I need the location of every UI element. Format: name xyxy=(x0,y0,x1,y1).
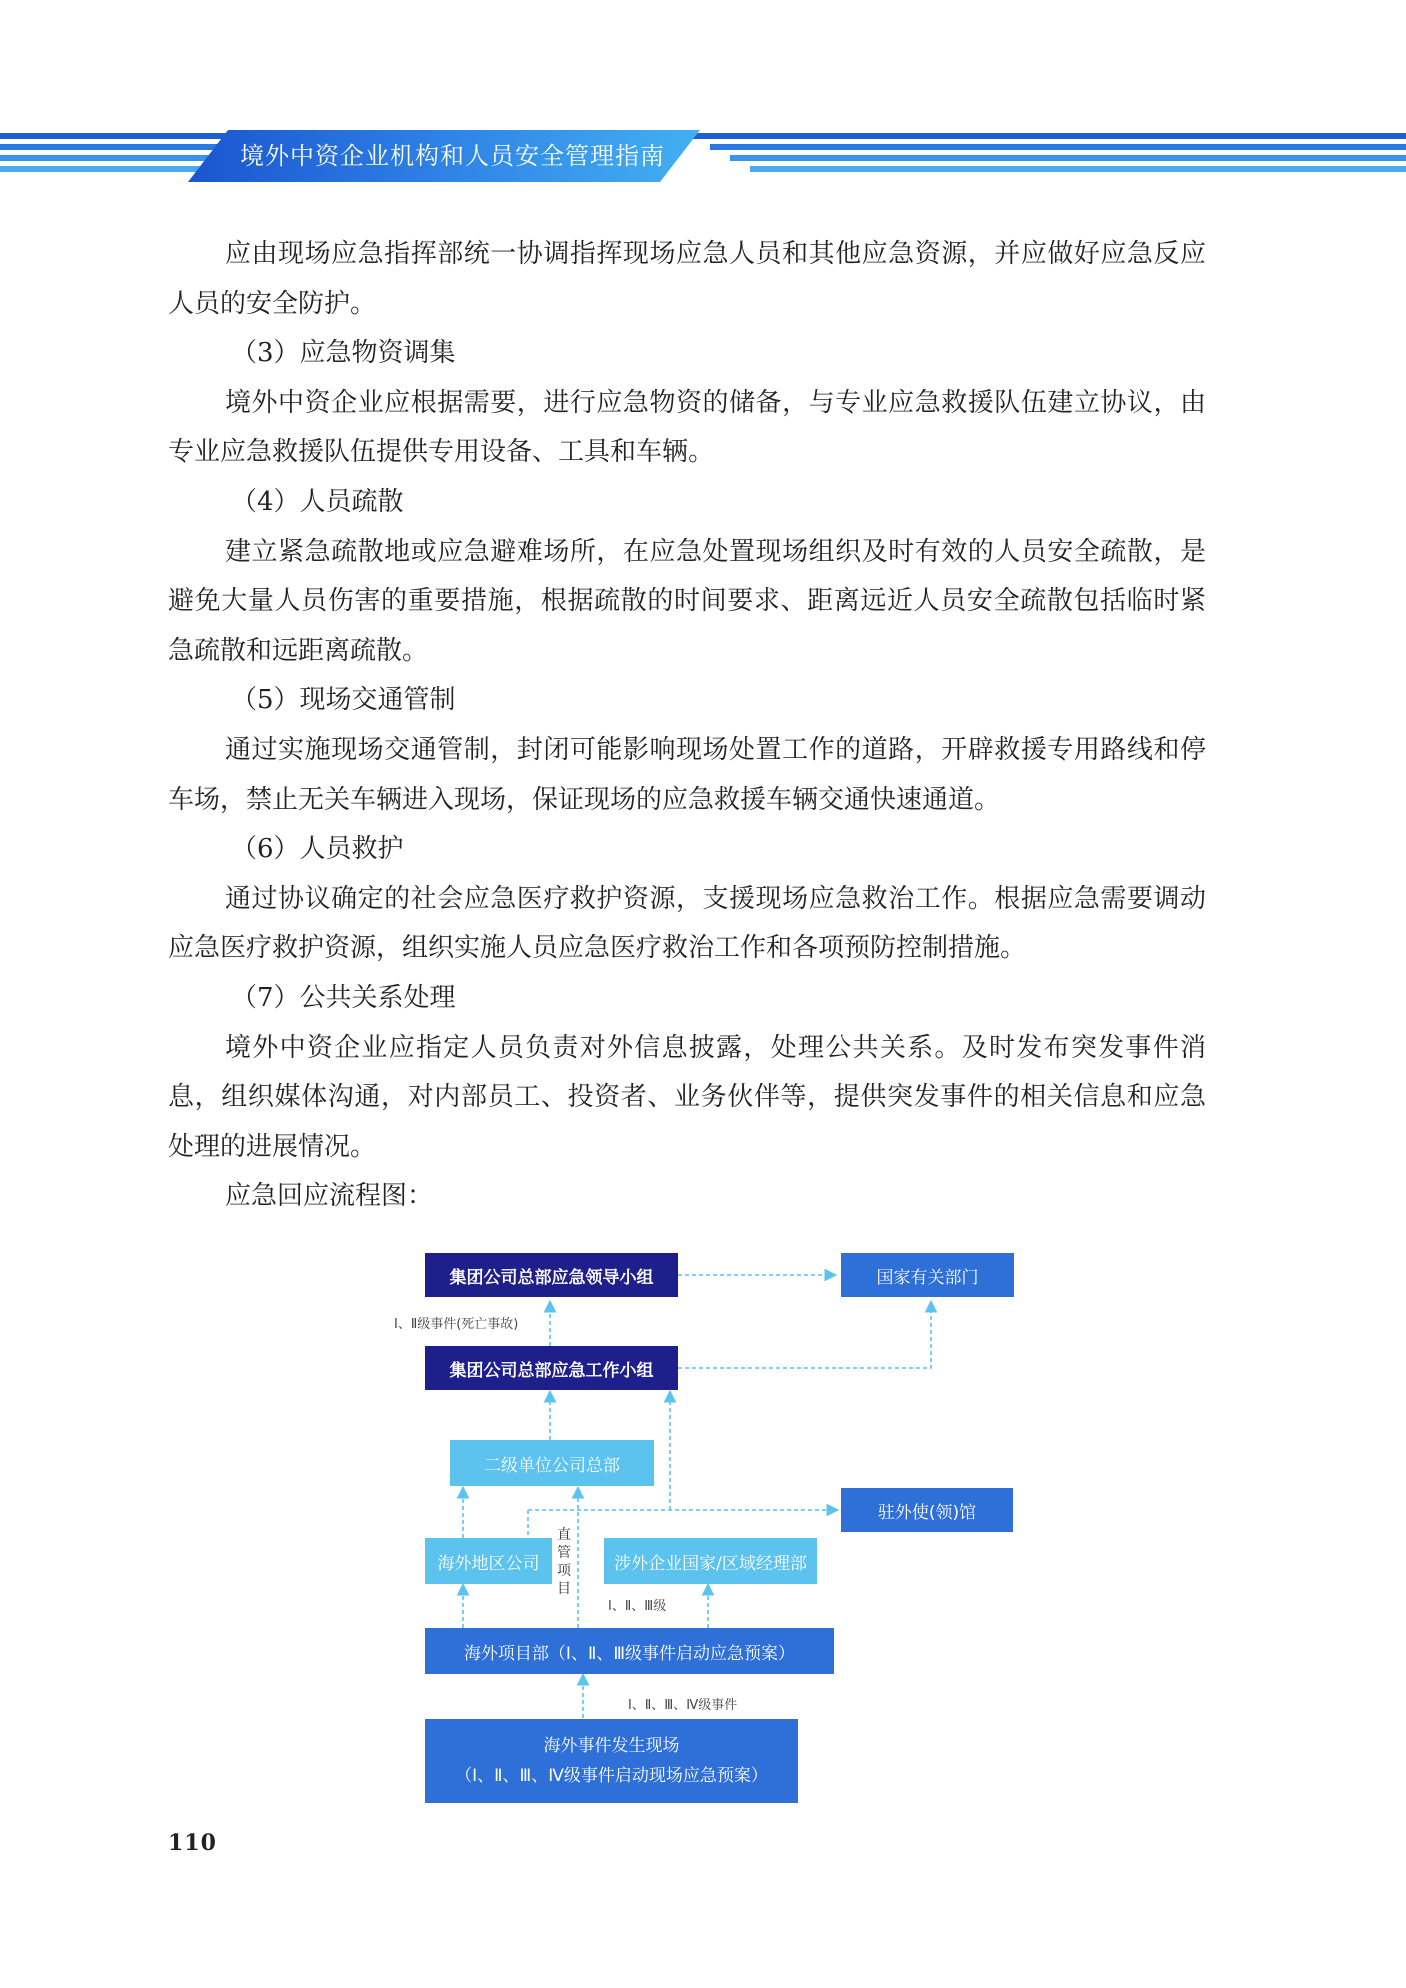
paragraph: 通过协议确定的社会应急医疗救护资源，支援现场应急救治工作。根据应急需要调动应急医疗救护资源，组织实施人员应急医疗救治工作和各项预防控制措施。 xyxy=(168,883,1206,964)
level-1-4-label: Ⅰ、Ⅱ、Ⅲ、Ⅳ级事件 xyxy=(628,1698,738,1713)
paragraph: 境外中资企业应指定人员负责对外信息披露，处理公共关系。及时发布突发事件消息，组织媒体沟通，对内部员工、投资者、业务伙伴等，提供突发事件的相关信息和应急处理的进展情况。 xyxy=(168,1032,1206,1162)
direct-project-label: 直管项目 xyxy=(557,1527,571,1597)
header-stripes xyxy=(0,130,1406,182)
state-department-box: 国家有关部门 xyxy=(841,1253,1014,1297)
embassy-box: 驻外使(领)馆 xyxy=(841,1488,1013,1532)
flowchart-caption: 应急回应流程图： xyxy=(225,1181,434,1212)
level-1-3-label: Ⅰ、Ⅱ、Ⅲ级 xyxy=(608,1599,667,1614)
section-subheading: （4）人员疏散 xyxy=(231,486,404,517)
paragraph: 通过实施现场交通管制，封闭可能影响现场处置工作的道路，开辟救援专用路线和停车场，禁止无关车辆进入现场，保证现场的应急救援车辆交通快速通道。 xyxy=(168,734,1206,815)
section-subheading: （7）公共关系处理 xyxy=(231,982,456,1013)
section-subheading: （5）现场交通管制 xyxy=(231,685,456,716)
incident-site-subtitle: （Ⅰ、Ⅱ、Ⅲ、Ⅳ级事件启动现场应急预案） xyxy=(455,1766,768,1786)
header-title: 境外中资企业机构和人员安全管理指南 xyxy=(240,142,665,170)
incident-site-title: 海外事件发生现场 xyxy=(543,1736,680,1756)
incident-site-box xyxy=(425,1719,798,1803)
section-subheading: （3）应急物资调集 xyxy=(231,338,456,369)
level-1-2-fatal-label: Ⅰ、Ⅱ级事件(死亡事故) xyxy=(394,1317,519,1332)
emergency-response-flowchart xyxy=(0,1240,1406,1820)
body-content xyxy=(168,230,1206,1222)
page-number: 110 xyxy=(168,1830,217,1856)
hq-work-group-box: 集团公司总部应急工作小组 xyxy=(425,1346,678,1390)
regional-company-box: 海外地区公司 xyxy=(425,1538,552,1584)
paragraph: 应由现场应急指挥部统一协调指挥现场应急人员和其他应急资源，并应做好应急反应人员的安全防护。 xyxy=(168,239,1206,319)
paragraph: 境外中资企业应根据需要，进行应急物资的储备，与专业应急救援队伍建立协议，由专业应急救援队伍提供专用设备、工具和车辆。 xyxy=(168,387,1206,468)
paragraph: 建立紧急疏散地或应急避难场所，在应急处置现场组织及时有效的人员安全疏散，是避免大量人员伤害的重要措施，根据疏散的时间要求、距离远近人员安全疏散包括临时紧急疏散和远距离疏散。 xyxy=(168,536,1206,666)
secondary-unit-hq-box: 二级单位公司总部 xyxy=(450,1440,654,1486)
hq-leader-group-box: 集团公司总部应急领导小组 xyxy=(425,1253,678,1297)
page-header-band xyxy=(0,130,1406,182)
overseas-project-box: 海外项目部（Ⅰ、Ⅱ、Ⅲ级事件启动应急预案） xyxy=(425,1628,834,1674)
country-manager-box: 涉外企业国家/区域经理部 xyxy=(604,1538,817,1584)
section-subheading: （6）人员救护 xyxy=(231,834,404,865)
